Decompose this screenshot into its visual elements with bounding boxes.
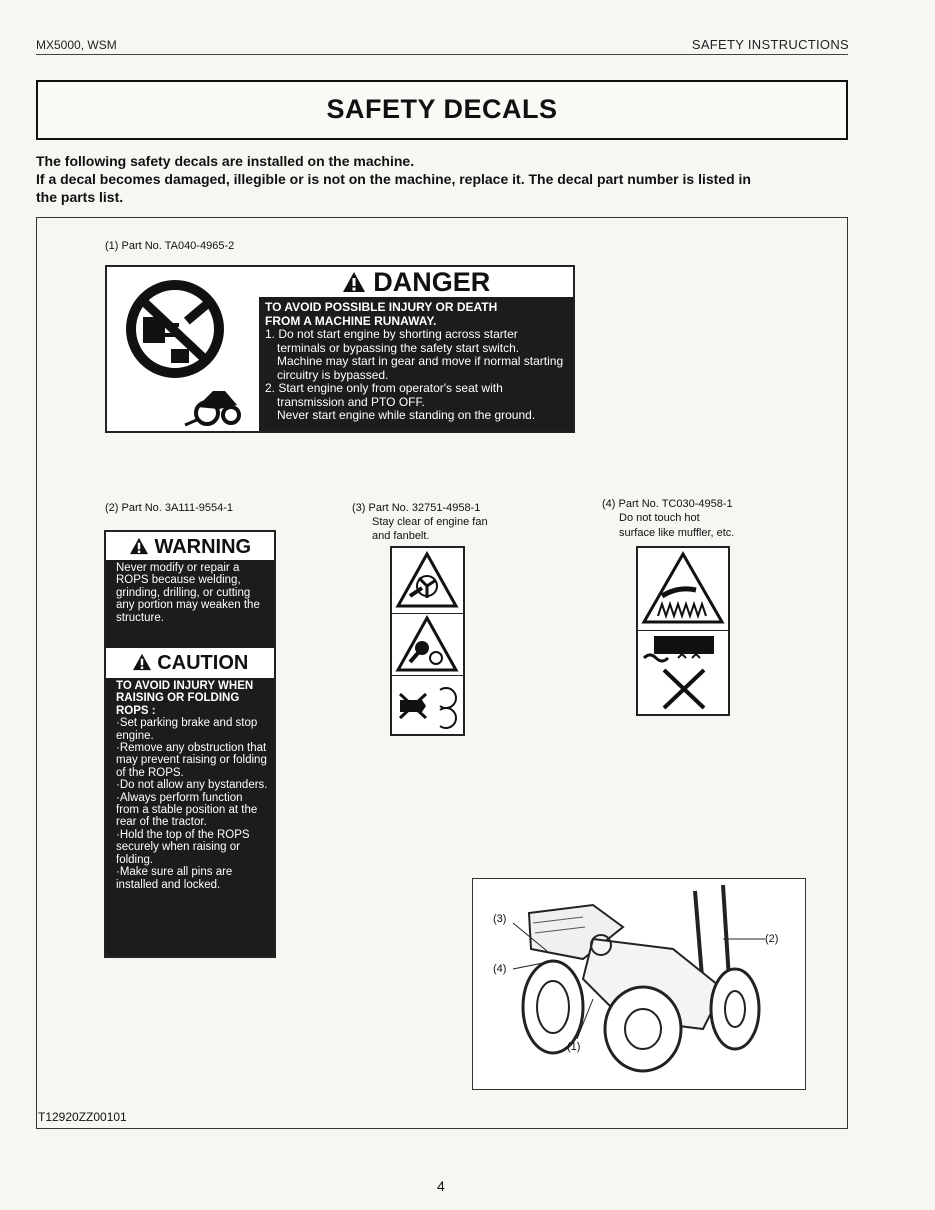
decal4-caption: (4) Part No. TC030-4958-1	[602, 498, 733, 510]
caution-item: ·Remove any obstruction that may prevent raising or folding of the ROPS.	[116, 742, 267, 779]
warning-heading-row	[106, 534, 274, 560]
decal4-desc1: Do not touch hot	[619, 512, 700, 524]
belt-hazard-icon	[392, 614, 463, 676]
hot-surface-icon	[638, 548, 728, 631]
warning-triangle-icon	[129, 537, 149, 555]
caution-item: ·Do not allow any bystanders.	[116, 779, 268, 792]
caution-item: ·Set parking brake and stop engine.	[116, 717, 258, 742]
page-number: 4	[437, 1178, 445, 1194]
tractor-location-figure	[472, 878, 806, 1090]
warning-triangle-icon	[132, 653, 152, 671]
warning-heading: WARNING	[154, 536, 252, 558]
figure-label-1: (1)	[567, 1041, 581, 1053]
caution-subheading: TO AVOID INJURY WHEN RAISING OR FOLDING ROPS :	[116, 680, 254, 717]
decal4-desc2: surface like muffler, etc.	[619, 527, 735, 539]
fan-hazard-icon	[392, 548, 463, 614]
danger-subheading2: FROM A MACHINE RUNAWAY.	[265, 313, 437, 328]
figure-label-4: (4)	[493, 963, 507, 975]
danger-item3: Never start engine while standing on the ground.	[277, 408, 536, 422]
danger-decal	[105, 265, 575, 433]
caution-heading-row	[106, 650, 274, 676]
decal1-caption: (1) Part No. TA040-4965-2	[105, 240, 235, 252]
danger-heading: DANGER	[373, 267, 491, 297]
caution-item: ·Always perform function from a stable position at the rear of the tractor.	[116, 791, 258, 829]
decal3-desc1: Stay clear of engine fan	[372, 516, 488, 528]
intro-text	[36, 152, 848, 206]
fan-warning-decal	[390, 546, 465, 736]
figure-code: T12920ZZ00101	[38, 1110, 127, 1124]
danger-heading-row	[259, 267, 573, 297]
decal3-caption: (3) Part No. 32751-4958-1	[352, 502, 481, 514]
hot-surface-decal	[636, 546, 730, 716]
danger-item1: 1. Do not start engine by shorting across starter terminals or bypassing the safety start switch. Machine may start in gear and move if normal starting circuitry is bypassed.	[265, 327, 564, 382]
warning-triangle-icon	[342, 271, 366, 293]
figure-label-2: (2)	[765, 933, 779, 945]
no-bypass-start-icon	[113, 279, 253, 429]
danger-body	[259, 297, 573, 431]
tractor-illustration	[473, 879, 805, 1089]
header-rule	[36, 54, 848, 55]
title-box	[36, 80, 848, 140]
rops-warning-decal	[104, 530, 276, 958]
figure-label-3: (3)	[493, 913, 507, 925]
intro-line1: The following safety decals are installed on the machine.	[36, 153, 415, 169]
decal3-desc2: and fanbelt.	[372, 530, 430, 542]
caution-item: ·Hold the top of the ROPS securely when raising or folding.	[116, 828, 250, 866]
caution-heading: CAUTION	[157, 652, 249, 674]
header-left: MX5000, WSM	[36, 38, 117, 52]
no-touch-muffler-icon	[638, 630, 728, 714]
header-right: SAFETY INSTRUCTIONS	[691, 37, 849, 52]
danger-item2: 2. Start engine only from operator's seat with transmission and PTO OFF.	[265, 381, 503, 409]
warning-text: Never modify or repair a ROPS because welding, grinding, drilling, or cutting any portion may weaken the structure.	[106, 560, 274, 648]
decal2-caption: (2) Part No. 3A111-9554-1	[105, 502, 233, 514]
intro-line2: If a decal becomes damaged, illegible or is not on the machine, replace it. The decal part number is listed in	[36, 171, 751, 187]
page-title: SAFETY DECALS	[326, 94, 558, 124]
keep-hands-away-icon	[392, 676, 463, 734]
intro-line3: the parts list.	[36, 189, 124, 205]
caution-item: ·Make sure all pins are installed and locked.	[116, 866, 233, 891]
caution-body	[106, 678, 274, 956]
danger-subheading1: TO AVOID POSSIBLE INJURY OR DEATH	[265, 300, 498, 314]
